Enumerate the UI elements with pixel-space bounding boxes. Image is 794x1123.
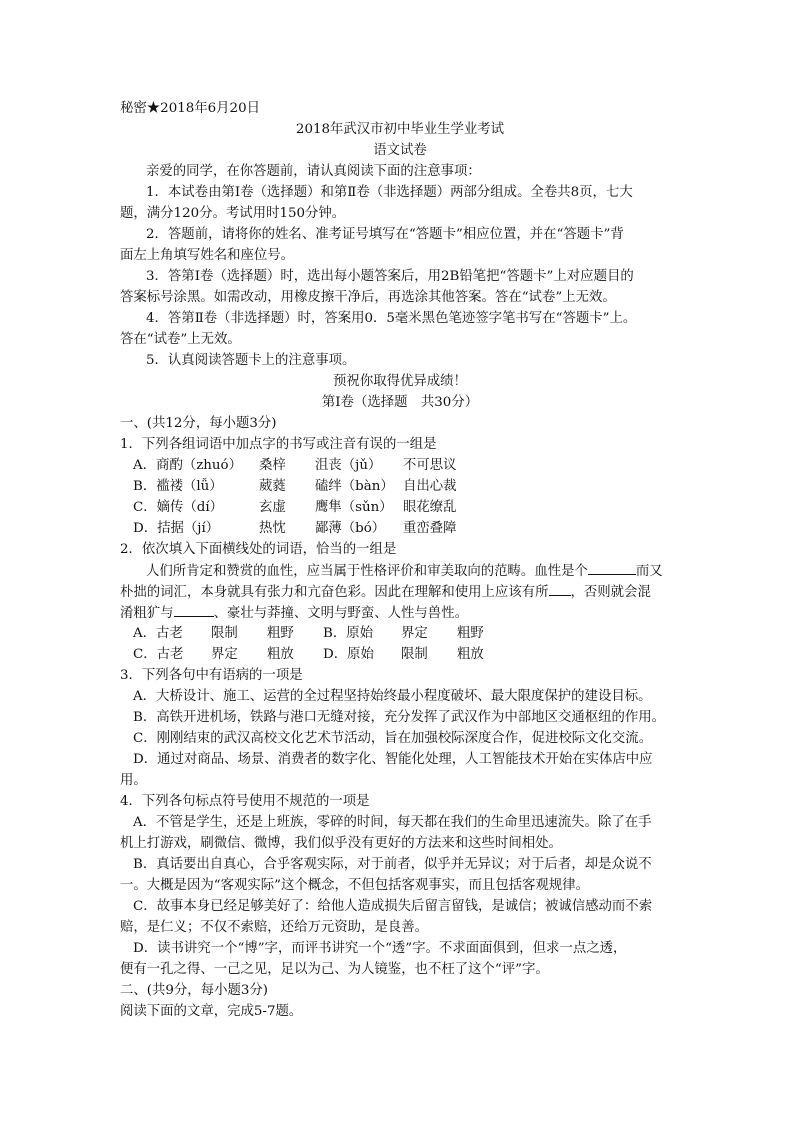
notice-item-4-line-2: 答在“试卷”上无效。 (120, 332, 241, 347)
q1-d-3: 鄙薄（bó） (315, 521, 386, 536)
q1-option-b (120, 476, 680, 497)
q1-b-1: B．褴褛（lǚ） (133, 479, 223, 494)
notice-item-1-line-2: 题，满分120分。考试用时150分钟。 (120, 206, 346, 221)
q4-option-b: B．真话要出自真心，合乎客观实际，对于前者，似乎并无异议；对于后者，却是众说不 (133, 857, 652, 872)
q2-blank-2 (549, 581, 571, 596)
q2-a-2: 限制 (211, 626, 238, 641)
q4-option-d: D．读书讲究一个“博”字，而评书讲究一个“透”字。不求面面俱到，但求一点之透， (133, 941, 627, 956)
section2-heading: 二、(共9分，每小题3分) (120, 983, 269, 998)
q2-d-3: 粗放 (457, 647, 484, 662)
notice-item-1-line-1: 1．本试卷由第Ⅰ卷（选择题）和第Ⅱ卷（非选择题）两部分组成。全卷共8页，七大 (146, 185, 633, 200)
q1-stem: 1．下列各组词语中加点字的书写或注音有误的一组是 (120, 437, 437, 452)
q3-option-d-cont: 用。 (120, 773, 147, 788)
q1-c-2: 玄虚 (259, 500, 286, 515)
q1-option-c (120, 497, 680, 518)
q2-p2b: ，否则就会混 (570, 585, 651, 600)
q2-p3b: 、豪壮与莽撞、文明与野蛮、人性与兽性。 (213, 606, 468, 621)
q1-c-4: 眼花缭乱 (403, 500, 457, 515)
q2-c-3: 粗放 (267, 647, 294, 662)
notice-intro: 亲爱的同学，在你答题前，请认真阅读下面的注意事项： (146, 164, 481, 179)
q3-stem: 3．下列各句中有语病的一项是 (120, 668, 303, 683)
q2-p1b: 而又 (635, 564, 663, 579)
q1-a-2: 桑梓 (259, 458, 286, 473)
q2-b-1: B．原始 (323, 626, 374, 641)
q1-a-4: 不可思议 (403, 458, 457, 473)
q2-passage-line-2 (120, 581, 680, 602)
q2-a-1: A．古老 (133, 626, 183, 641)
notice-item-2-line-1: 2．答题前，请将你的姓名、准考证号填写在“答题卡”相应位置，并在“答题卡”背 (146, 227, 624, 242)
secret-stamp: 秘密★2018年6月20日 (120, 101, 260, 116)
q1-a-1: A．商酌（zhuó） (133, 458, 242, 473)
notice-item-2-line-2: 面左上角填写姓名和座位号。 (120, 248, 295, 263)
q1-d-4: 重峦叠障 (403, 521, 457, 536)
notice-item-3-line-2: 答案标号涂黑。如需改动，用橡皮擦干净后，再选涂其他答案。答在“试卷”上无效。 (120, 290, 616, 305)
q2-b-2: 界定 (401, 626, 428, 641)
q1-c-1: C．嫡传（dí） (133, 500, 224, 515)
q2-a-3: 粗野 (267, 626, 294, 641)
exam-wish: 预祝你取得优异成绩！ (333, 374, 467, 389)
notice-item-4-line-1: 4．答第Ⅱ卷（非选择题）时，答案用0．5毫米黑色笔迹签字笔书写在“答题卡”上。 (146, 311, 637, 326)
exam-subtitle: 语文试卷 (373, 143, 427, 158)
notice-item-5: 5．认真阅读答题卡上的注意事项。 (146, 353, 356, 368)
q2-b-3: 粗野 (457, 626, 484, 641)
part1-title: 第Ⅰ卷（选择题 共30分） (321, 395, 479, 410)
q2-passage-line-1 (120, 560, 680, 581)
reading-intro: 阅读下面的文章，完成5-7题。 (120, 1004, 303, 1019)
q3-option-a: A．大桥设计、施工、运营的全过程坚持始终最小程度破坏、最大限度保护的建设目标。 (133, 689, 652, 704)
q2-d-2: 限制 (401, 647, 428, 662)
exam-title: 2018年武汉市初中毕业生学业考试 (295, 122, 505, 137)
q2-c-2: 界定 (211, 647, 238, 662)
q4-option-a-cont: 机上打游戏，刷微信、微博，我们似乎没有更好的方法来和这些时间相处。 (120, 836, 562, 851)
q1-b-2: 葳蕤 (259, 479, 286, 494)
q2-blank-1 (588, 560, 636, 575)
q1-d-2: 热忱 (259, 521, 286, 536)
q4-option-a: A．不管是学生，还是上班族，零碎的时间，每天都在我们的生命里迅速流失。除了在手 (133, 815, 652, 830)
q3-option-d: D．通过对商品、场景、消费者的数字化、智能化处理，人工智能技术开始在实体店中应 (133, 752, 653, 767)
q1-option-a (120, 455, 680, 476)
q2-p1a: 人们所肯定和赞赏的血性，应当属于性格评价和审美取向的范畴。血性是个 (146, 564, 588, 579)
exam-page (120, 98, 680, 1022)
notice-item-3-line-1: 3．答第Ⅰ卷（选择题）时，选出每小题答案后，用2B铅笔把“答题卡”上对应题目的 (146, 269, 634, 284)
q4-option-b-cont: 一。大概是因为“客观实际”这个概念，不但包括客观事实，而且包括客观规律。 (120, 878, 589, 893)
q4-option-c-cont: 赔，是仁义；不仅不索赔，还给万元资助，是良善。 (120, 920, 428, 935)
q4-stem: 4．下列各句标点符号使用不规范的一项是 (120, 794, 370, 809)
q1-a-3: 沮丧（jǔ） (315, 458, 382, 473)
q2-blank-3 (174, 602, 214, 617)
q2-p2a: 朴拙的词汇，本身就具有张力和亢奋色彩。因此在理解和使用上应该有所 (120, 585, 549, 600)
q1-b-3: 磕绊（bàn） (315, 479, 394, 494)
q2-options-ab (120, 623, 680, 644)
q1-c-3: 鹰隼（sǔn） (315, 500, 393, 515)
q1-b-4: 自出心裁 (403, 479, 457, 494)
q2-stem: 2．依次填入下面横线处的词语，恰当的一组是 (120, 542, 397, 557)
q2-passage-line-3 (120, 602, 680, 623)
q1-option-d (120, 518, 680, 539)
q4-option-d-cont: 便有一孔之得、一己之见，足以为己、为人镜鉴，也不枉了这个“评”字。 (120, 962, 549, 977)
q4-option-c: C．故事本身已经足够美好了：给他人造成损失后留言留钱，是诚信；被诚信感动而不索 (133, 899, 653, 914)
q2-p3a: 淆粗犷与 (120, 606, 174, 621)
q2-c-1: C．古老 (133, 647, 184, 662)
q3-option-c: C．刚刚结束的武汉高校文化艺术节活动，旨在加强校际深度合作，促进校际文化交流。 (133, 731, 653, 746)
q2-d-1: D．原始 (323, 647, 374, 662)
q2-options-cd (120, 644, 680, 665)
q3-option-b: B．高铁开进机场，铁路与港口无缝对接，充分发挥了武汉作为中部地区交通枢纽的作用。 (133, 710, 666, 725)
q1-d-1: D．拮据（jí） (133, 521, 220, 536)
section1-heading: 一、(共12分，每小题3分) (120, 416, 277, 431)
